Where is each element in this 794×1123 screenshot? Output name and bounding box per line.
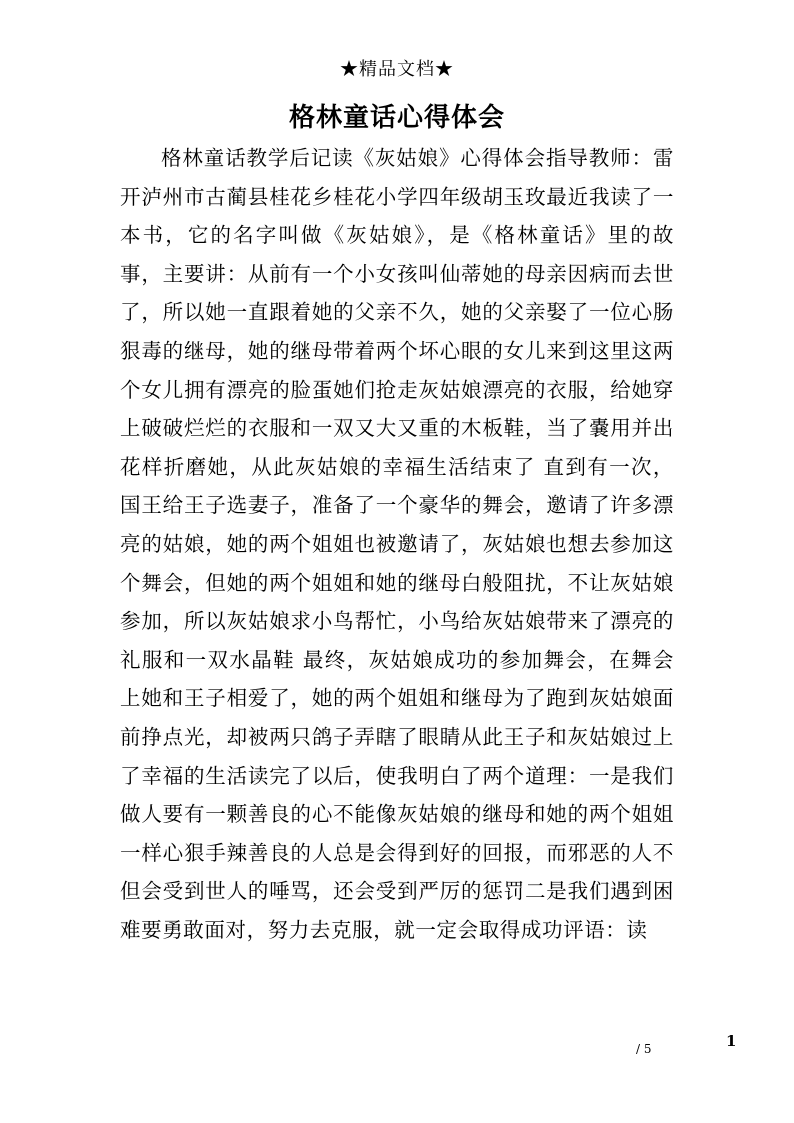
page-total: / 5 [636, 1042, 652, 1056]
page-number: 1 [726, 1032, 737, 1050]
document-header: ★精品文档★ [340, 59, 454, 80]
document-body-paragraph: 格林童话教学后记读《灰姑娘》心得体会指导教师：雷开泸州市古蔺县桂花乡桂花小学四年级胡玉玫最近我读了一本书，它的名字叫做《灰姑娘》，是《格林童话》里的故事，主要讲：从前有一个小女孩叫仙蒂她的母亲因病而去世了，所以她一直跟着她的父亲不久，她的父亲娶了一位心肠狠毒的继母，她的继母带着两个坏心眼的女儿来到这里这两个女儿拥有漂亮的脸蛋她们抢走灰姑娘漂亮的衣服，给她穿上破破烂烂的衣服和一双又大又重的木板鞋，当了嚢用并出花样折磨她，从此灰姑娘的幸福生活结束了 直到有一次，国王给王子选妻子，准备了一个豪华的舞会，邀请了许多漂亮的姑娘，她的两个姐姐也被邀请了，灰姑娘也想去参加这个舞会，但她的两个姐姐和她的继母白般阻扰，不让灰姑娘参加，所以灰姑娘求小鸟帮忙，小鸟给灰姑娘带来了漂亮的礼服和一双水晶鞋 最终，灰姑娘成功的参加舞会，在舞会上她和王子相爱了，她的两个姐姐和继母为了跑到灰姑娘面前挣点光，却被两只鸽子弄瞎了眼睛从此王子和灰姑娘过上了幸福的生活读完了以后，使我明白了两个道理：一是我们做人要有一颗善良的心不能像灰姑娘的继母和她的两个姐姐一样心狠手辣善良的人总是会得到好的回报，而邪恶的人不但会受到世人的唾骂，还会受到严厉的惩罚二是我们遇到困难要勇敢面对，努力去克服，就一定会取得成功评语：读 [120, 146, 674, 942]
document-title: 格林童话心得体会 [288, 103, 505, 133]
